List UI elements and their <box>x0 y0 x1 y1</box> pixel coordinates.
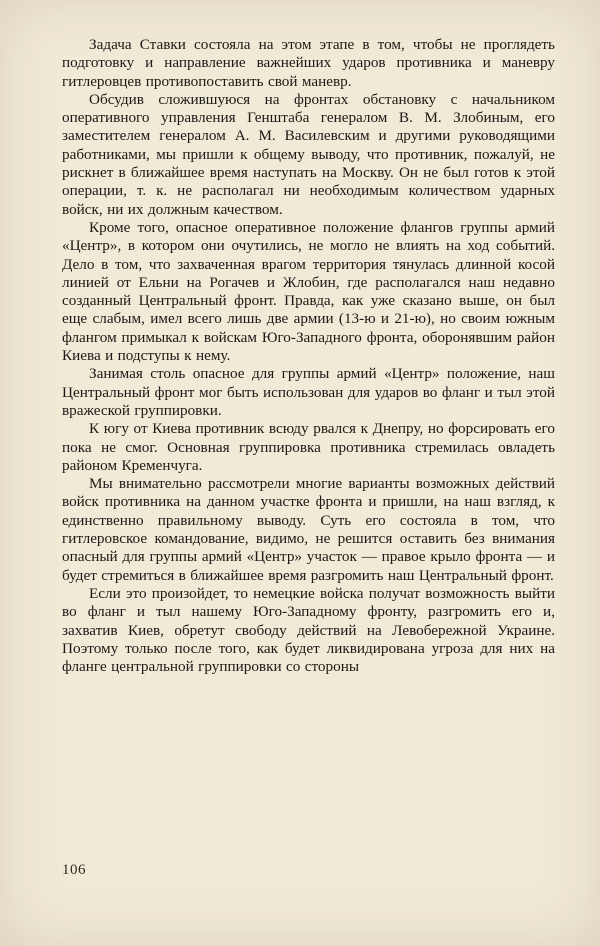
paragraph: Мы внимательно рассмотрели многие варианты возможных действий войск противника на данном участке фронта и пришли, на наш взгляд, к единственно правильному выводу. Суть его состояла в том, что гитлеровское командование, видимо, не решится оставить без внимания опасный для группы армий «Центр» участок — правое крыло фронта — и будет стремиться в ближайшее время разгромить наш Центральный фронт. <box>62 475 555 584</box>
paragraph: Если это произойдет, то немецкие войска получат возможность выйти во фланг и тыл нашему Юго-Западному фронту, разгромить его и, захватив Киев, обретут свободу действий на Левобережной Украине. Поэтому только после того, как будет ликвидирована угроза для них на фланге центральной группировки со стороны <box>62 584 555 676</box>
paragraph: Обсудив сложившуюся на фронтах обстановку с начальником оперативного управления Генштаба генералом В. М. Злобиным, его заместителем генералом А. М. Василевским и другими руководящими работниками, мы пришли к общему выводу, что противник, пожалуй, не рискнет в ближайшее время наступать на Москву. Он не был готов к этой операции, т. к. не располагал ни необходимым количеством ударных войск, ни их должным качеством. <box>62 90 555 218</box>
paragraph: К югу от Киева противник всюду рвался к Днепру, но форсировать его пока не смог. Основная группировка противника стремилась овладеть районом Кременчуга. <box>62 420 555 474</box>
page-number: 106 <box>62 862 86 878</box>
paragraph: Кроме того, опасное оперативное положение флангов группы армий «Центр», в котором они очутились, не могло не влиять на ход событий. Дело в том, что захваченная врагом территория тянулась длинной косой линией от Ельни на Рогачев и Жлобин, где располагался наш недавно созданный Центральный фронт. Правда, как уже сказано выше, он был еще слабым, имел всего лишь две армии (13-ю и 21-ю), но своим южным флангом примыкал к войскам Юго-Западного фронта, оборонявшим район Киева и подступы к нему. <box>62 218 555 365</box>
paragraph: Занимая столь опасное для группы армий «Центр» положение, наш Центральный фронт мог быть использован для ударов во фланг и тыл этой вражеской группировки. <box>62 365 555 419</box>
paragraph: Задача Ставки состояла на этом этапе в том, чтобы не проглядеть подготовку и направление важнейших ударов противника и маневру гитлеровцев противопоставить свой маневр. <box>62 36 555 90</box>
page-text <box>62 36 555 676</box>
